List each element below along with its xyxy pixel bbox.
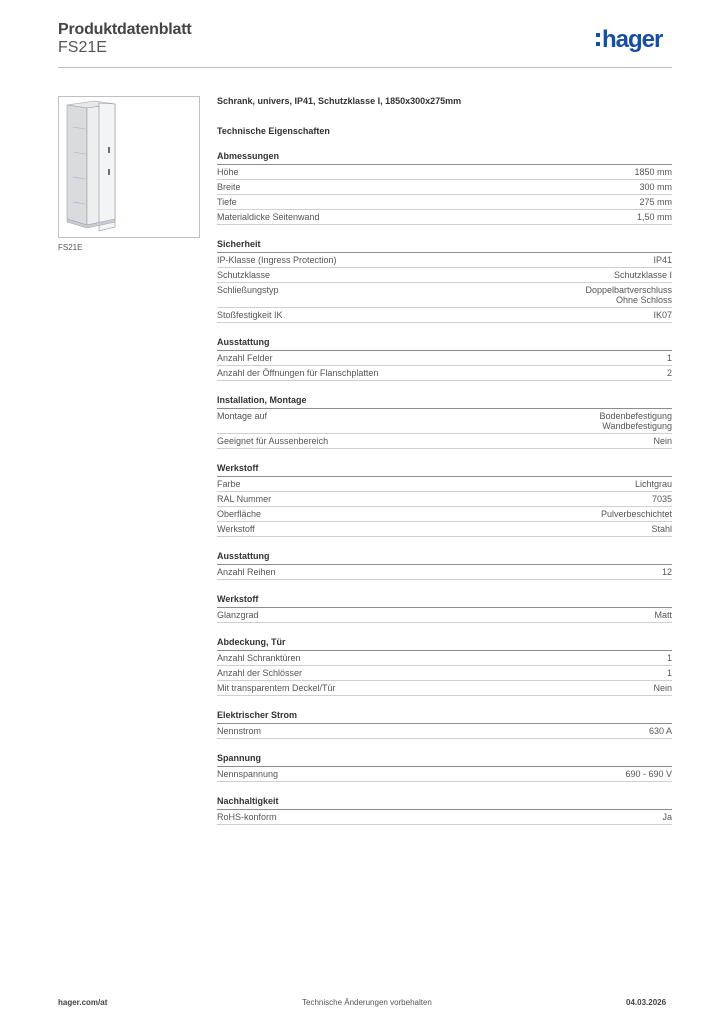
spec-value-line: Pulverbeschichtet (600, 509, 672, 519)
spec-value-line: 300 mm (639, 182, 672, 192)
spec-row (217, 165, 672, 180)
spec-value (614, 270, 672, 282)
spec-value-line: IK07 (653, 310, 672, 320)
spec-value-line: Matt (654, 610, 672, 620)
spec-row (217, 651, 672, 666)
spec-row (217, 434, 672, 449)
spec-label: Breite (217, 182, 241, 192)
spec-group (217, 151, 672, 225)
footer-date: 04.03.2026 (626, 998, 667, 1007)
spec-value-line: 1 (666, 668, 672, 678)
spec-row (217, 507, 672, 522)
spec-label: Glanzgrad (217, 610, 259, 620)
spec-row (217, 492, 672, 507)
spec-group-title: Elektrischer Strom (217, 710, 672, 724)
spec-value-line: 2 (666, 368, 672, 378)
spec-value (667, 653, 672, 665)
spec-label: Materialdicke Seitenwand (217, 212, 320, 222)
spec-value-line: 7035 (651, 494, 672, 504)
spec-value (649, 726, 672, 738)
spec-value-line: 1850 mm (634, 167, 672, 177)
spec-value (652, 494, 672, 506)
spec-label: RAL Nummer (217, 494, 272, 504)
spec-group (217, 753, 672, 782)
spec-row (217, 195, 672, 210)
spec-value-line: Schutzklasse I (613, 270, 672, 280)
spec-value-line: 275 mm (639, 197, 672, 207)
spec-value-line: Nein (653, 683, 672, 693)
spec-value (654, 610, 672, 622)
spec-group-title: Abmessungen (217, 151, 672, 165)
spec-value (662, 812, 672, 824)
spec-value (653, 436, 672, 448)
spec-label: Tiefe (217, 197, 237, 207)
spec-value-line: Ohne Schloss (615, 295, 672, 305)
spec-row (217, 366, 672, 381)
spec-groups (217, 151, 672, 825)
spec-label: Anzahl Reihen (217, 567, 276, 577)
spec-row (217, 724, 672, 739)
spec-row (217, 210, 672, 225)
spec-row (217, 283, 672, 308)
spec-row (217, 666, 672, 681)
spec-group (217, 551, 672, 580)
spec-value-line: Ja (662, 812, 672, 822)
spec-group-title: Installation, Montage (217, 395, 672, 409)
spec-value-line: 630 A (648, 726, 672, 736)
spec-value (653, 255, 672, 267)
spec-group-title: Nachhaltigkeit (217, 796, 672, 810)
spec-group-title: Werkstoff (217, 463, 672, 477)
spec-value-line: 1 (666, 653, 672, 663)
page-title: Produktdatenblatt (58, 21, 192, 38)
spec-row (217, 477, 672, 492)
spec-group (217, 637, 672, 696)
product-image (58, 96, 200, 238)
spec-value-line: 12 (661, 567, 672, 577)
image-caption: FS21E (58, 243, 83, 252)
spec-group-title: Sicherheit (217, 239, 672, 253)
spec-value-line: Doppelbartverschluss (585, 285, 672, 295)
spec-group (217, 239, 672, 323)
spec-value (601, 509, 672, 521)
spec-value (639, 197, 672, 209)
spec-row (217, 565, 672, 580)
spec-value (662, 567, 672, 579)
spec-row (217, 253, 672, 268)
spec-value-line: Stahl (651, 524, 672, 534)
spec-row (217, 308, 672, 323)
spec-value-line: Wandbefestigung (602, 421, 672, 431)
spec-value (585, 285, 672, 307)
spec-value (635, 479, 672, 491)
spec-value (639, 182, 672, 194)
spec-label: RoHS-konform (217, 812, 277, 822)
spec-row (217, 268, 672, 283)
spec-value-line: 1,50 mm (636, 212, 672, 222)
spec-value-line: Lichtgrau (634, 479, 672, 489)
spec-row (217, 767, 672, 782)
footer-notice: Technische Änderungen vorbehalten (302, 998, 432, 1007)
spec-value (637, 212, 672, 224)
product-code: FS21E (58, 39, 107, 56)
spec-value (667, 368, 672, 380)
cabinet-illustration-icon (59, 97, 199, 237)
spec-label: Geeignet für Aussenbereich (217, 436, 329, 446)
spec-value (625, 769, 672, 781)
spec-label: Anzahl der Schlösser (217, 668, 303, 678)
spec-row (217, 522, 672, 537)
header-divider (58, 67, 672, 68)
spec-value (651, 524, 672, 536)
spec-label: Farbe (217, 479, 241, 489)
spec-label: Anzahl Felder (217, 353, 273, 363)
spec-label: Werkstoff (217, 524, 255, 534)
spec-row (217, 180, 672, 195)
spec-value (653, 310, 672, 322)
spec-value-line: Bodenbefestigung (599, 411, 672, 421)
product-description: Schrank, univers, IP41, Schutzklasse I, 1850x300x275mm (217, 96, 462, 106)
spec-row (217, 608, 672, 623)
spec-row (217, 351, 672, 366)
logo-dots-icon (596, 28, 600, 46)
footer-website-link[interactable]: hager.com/at (58, 998, 108, 1007)
spec-value-line: IP41 (653, 255, 672, 265)
spec-value (653, 683, 672, 695)
spec-label: Nennspannung (217, 769, 279, 779)
spec-value (599, 411, 672, 433)
spec-label: Höhe (217, 167, 239, 177)
spec-group-title: Ausstattung (217, 337, 672, 351)
spec-label: Anzahl Schranktüren (217, 653, 301, 663)
spec-group (217, 796, 672, 825)
spec-value (667, 668, 672, 680)
spec-group-title: Ausstattung (217, 551, 672, 565)
spec-group (217, 463, 672, 537)
spec-label: IP-Klasse (Ingress Protection) (217, 255, 337, 265)
spec-group (217, 395, 672, 449)
spec-row (217, 810, 672, 825)
spec-value (667, 353, 672, 365)
spec-label: Stoßfestigkeit IK (217, 310, 283, 320)
spec-label: Oberfläche (217, 509, 262, 519)
specification-content (217, 94, 672, 825)
spec-group (217, 710, 672, 739)
spec-label: Anzahl der Öffnungen für Flanschplatten (217, 368, 379, 378)
spec-row (217, 409, 672, 434)
spec-label: Mit transparentem Deckel/Tür (217, 683, 336, 693)
spec-value-line: Nein (653, 436, 672, 446)
spec-group (217, 337, 672, 381)
spec-label: Montage auf (217, 411, 268, 421)
spec-group-title: Werkstoff (217, 594, 672, 608)
spec-group-title: Abdeckung, Tür (217, 637, 672, 651)
spec-group-title: Spannung (217, 753, 672, 767)
spec-value (634, 167, 672, 179)
spec-label: Schutzklasse (217, 270, 271, 280)
logo-text: hager (602, 26, 663, 53)
spec-value-line: 690 - 690 V (625, 769, 672, 779)
spec-row (217, 681, 672, 696)
spec-value-line: 1 (666, 353, 672, 363)
hager-logo[interactable] (596, 28, 662, 52)
spec-label: Nennstrom (217, 726, 262, 736)
spec-label: Schließungstyp (217, 285, 279, 295)
section-heading: Technische Eigenschaften (217, 126, 330, 136)
spec-group (217, 594, 672, 623)
